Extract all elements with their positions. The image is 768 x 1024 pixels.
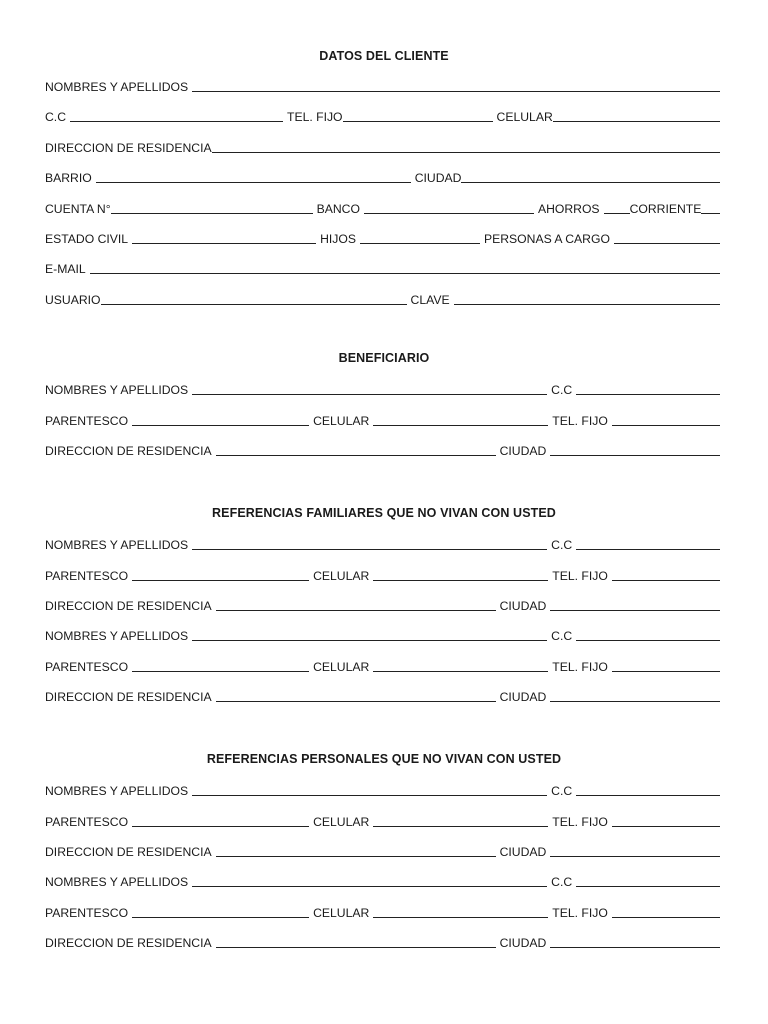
celular-field[interactable]	[553, 121, 720, 122]
beneficiario-ciudad-field[interactable]	[550, 455, 720, 456]
clave-field[interactable]	[454, 304, 720, 305]
label-direccion: DIRECCION DE RESIDENCIA	[45, 141, 212, 155]
label-cc: C.C	[551, 538, 573, 552]
usuario-field[interactable]	[101, 304, 407, 305]
row-beneficiario-parentesco	[45, 412, 720, 428]
per1-cc-field[interactable]	[576, 795, 720, 796]
ciudad-field[interactable]	[461, 182, 720, 183]
label-nombres: NOMBRES Y APELLIDOS	[45, 383, 189, 397]
label-hijos: HIJOS	[320, 232, 356, 246]
beneficiario-cc-field[interactable]	[576, 394, 720, 395]
label-tel-fijo: TEL. FIJO	[552, 906, 608, 920]
per2-direccion-field[interactable]	[216, 947, 496, 948]
row-fam1-parentesco	[45, 567, 720, 583]
label-banco: BANCO	[316, 202, 360, 216]
beneficiario-tel-fijo-field[interactable]	[612, 425, 720, 426]
row-per2-nombres	[45, 873, 720, 889]
row-cliente-contacto	[45, 108, 720, 124]
label-cuenta: CUENTA N°	[45, 202, 111, 216]
label-celular: CELULAR	[313, 414, 370, 428]
per2-parentesco-field[interactable]	[132, 917, 309, 918]
label-corriente: CORRIENTE	[629, 202, 702, 216]
email-field[interactable]	[90, 273, 720, 274]
label-direccion: DIRECCION DE RESIDENCIA	[45, 845, 212, 859]
label-tel-fijo: TEL. FIJO	[552, 569, 608, 583]
fam2-cc-field[interactable]	[576, 640, 720, 641]
per1-direccion-field[interactable]	[216, 856, 496, 857]
fam1-direccion-field[interactable]	[216, 610, 496, 611]
label-celular: CELULAR	[313, 569, 370, 583]
row-fam1-direccion	[45, 597, 720, 613]
label-parentesco: PARENTESCO	[45, 906, 129, 920]
fam2-celular-field[interactable]	[373, 671, 548, 672]
label-direccion: DIRECCION DE RESIDENCIA	[45, 444, 212, 458]
label-cc: C.C	[551, 784, 573, 798]
label-celular: CELULAR	[313, 815, 370, 829]
label-nombres: NOMBRES Y APELLIDOS	[45, 784, 189, 798]
label-ciudad: CIUDAD	[499, 444, 547, 458]
hijos-field[interactable]	[360, 243, 480, 244]
label-nombres: NOMBRES Y APELLIDOS	[45, 875, 189, 889]
fam2-ciudad-field[interactable]	[550, 701, 720, 702]
label-parentesco: PARENTESCO	[45, 414, 129, 428]
label-ciudad: CIUDAD	[414, 171, 462, 185]
row-cliente-direccion	[45, 139, 720, 155]
label-direccion: DIRECCION DE RESIDENCIA	[45, 599, 212, 613]
label-email: E-MAIL	[45, 262, 86, 276]
personas-cargo-field[interactable]	[614, 243, 720, 244]
per2-cc-field[interactable]	[576, 886, 720, 887]
fam1-ciudad-field[interactable]	[550, 610, 720, 611]
row-per1-parentesco	[45, 813, 720, 829]
label-parentesco: PARENTESCO	[45, 660, 129, 674]
cc-field[interactable]	[70, 121, 283, 122]
row-per1-nombres	[45, 782, 720, 798]
section-title-beneficiario: BENEFICIARIO	[338, 351, 430, 365]
beneficiario-celular-field[interactable]	[373, 425, 548, 426]
row-cliente-email	[45, 260, 720, 276]
label-celular: CELULAR	[313, 906, 370, 920]
row-cliente-usuario	[45, 291, 720, 307]
per2-tel-fijo-field[interactable]	[612, 917, 720, 918]
label-ciudad: CIUDAD	[499, 599, 547, 613]
row-fam2-direccion	[45, 688, 720, 704]
fam1-parentesco-field[interactable]	[132, 580, 309, 581]
label-tel-fijo: TEL. FIJO	[287, 110, 343, 124]
tel-fijo-field[interactable]	[343, 121, 493, 122]
nombres-field[interactable]	[192, 91, 720, 92]
row-cliente-estado	[45, 230, 720, 246]
label-personas-cargo: PERSONAS A CARGO	[483, 232, 610, 246]
label-celular: CELULAR	[313, 660, 370, 674]
row-fam2-nombres	[45, 627, 720, 643]
fam1-nombres-field[interactable]	[192, 549, 547, 550]
row-cliente-nombres	[45, 78, 720, 94]
row-fam1-nombres	[45, 536, 720, 552]
label-ciudad: CIUDAD	[499, 936, 547, 950]
label-cc: C.C	[45, 110, 66, 124]
per1-ciudad-field[interactable]	[550, 856, 720, 857]
beneficiario-direccion-field[interactable]	[216, 455, 496, 456]
per1-tel-fijo-field[interactable]	[612, 826, 720, 827]
label-parentesco: PARENTESCO	[45, 569, 129, 583]
label-clave: CLAVE	[410, 293, 450, 307]
per2-celular-field[interactable]	[373, 917, 548, 918]
label-nombres: NOMBRES Y APELLIDOS	[45, 80, 189, 94]
ahorros-field[interactable]	[604, 213, 630, 214]
label-ahorros: AHORROS	[537, 202, 600, 216]
label-cc: C.C	[551, 875, 573, 889]
label-tel-fijo: TEL. FIJO	[552, 414, 608, 428]
row-per2-parentesco	[45, 904, 720, 920]
estado-civil-field[interactable]	[132, 243, 316, 244]
label-cc: C.C	[551, 629, 573, 643]
row-beneficiario-direccion	[45, 442, 720, 458]
label-barrio: BARRIO	[45, 171, 92, 185]
label-nombres: NOMBRES Y APELLIDOS	[45, 538, 189, 552]
beneficiario-parentesco-field[interactable]	[132, 425, 309, 426]
label-direccion: DIRECCION DE RESIDENCIA	[45, 690, 212, 704]
label-tel-fijo: TEL. FIJO	[552, 660, 608, 674]
section-title-personales: REFERENCIAS PERSONALES QUE NO VIVAN CON USTED	[206, 752, 562, 766]
label-estado-civil: ESTADO CIVIL	[45, 232, 129, 246]
fam2-direccion-field[interactable]	[216, 701, 496, 702]
direccion-field[interactable]	[212, 152, 720, 153]
per2-ciudad-field[interactable]	[550, 947, 720, 948]
row-fam2-parentesco	[45, 658, 720, 674]
fam1-tel-fijo-field[interactable]	[612, 580, 720, 581]
label-direccion: DIRECCION DE RESIDENCIA	[45, 936, 212, 950]
label-ciudad: CIUDAD	[499, 845, 547, 859]
per1-celular-field[interactable]	[373, 826, 548, 827]
row-beneficiario-nombres	[45, 381, 720, 397]
section-title-cliente: DATOS DEL CLIENTE	[319, 49, 449, 63]
cuenta-field[interactable]	[111, 213, 313, 214]
corriente-field[interactable]	[701, 213, 720, 214]
row-cliente-barrio	[45, 169, 720, 185]
banco-field[interactable]	[364, 213, 534, 214]
fam2-tel-fijo-field[interactable]	[612, 671, 720, 672]
fam1-cc-field[interactable]	[576, 549, 720, 550]
per1-parentesco-field[interactable]	[132, 826, 309, 827]
label-cc: C.C	[551, 383, 573, 397]
row-cliente-cuenta	[45, 200, 720, 216]
fam1-celular-field[interactable]	[373, 580, 548, 581]
label-ciudad: CIUDAD	[499, 690, 547, 704]
row-per2-direccion	[45, 934, 720, 950]
label-usuario: USUARIO	[45, 293, 101, 307]
beneficiario-nombres-field[interactable]	[192, 394, 547, 395]
barrio-field[interactable]	[96, 182, 411, 183]
label-parentesco: PARENTESCO	[45, 815, 129, 829]
row-per1-direccion	[45, 843, 720, 859]
label-celular: CELULAR	[496, 110, 553, 124]
section-title-familiares: REFERENCIAS FAMILIARES QUE NO VIVAN CON USTED	[212, 506, 556, 520]
label-nombres: NOMBRES Y APELLIDOS	[45, 629, 189, 643]
per2-nombres-field[interactable]	[192, 886, 547, 887]
fam2-nombres-field[interactable]	[192, 640, 547, 641]
fam2-parentesco-field[interactable]	[132, 671, 309, 672]
per1-nombres-field[interactable]	[192, 795, 547, 796]
label-tel-fijo: TEL. FIJO	[552, 815, 608, 829]
